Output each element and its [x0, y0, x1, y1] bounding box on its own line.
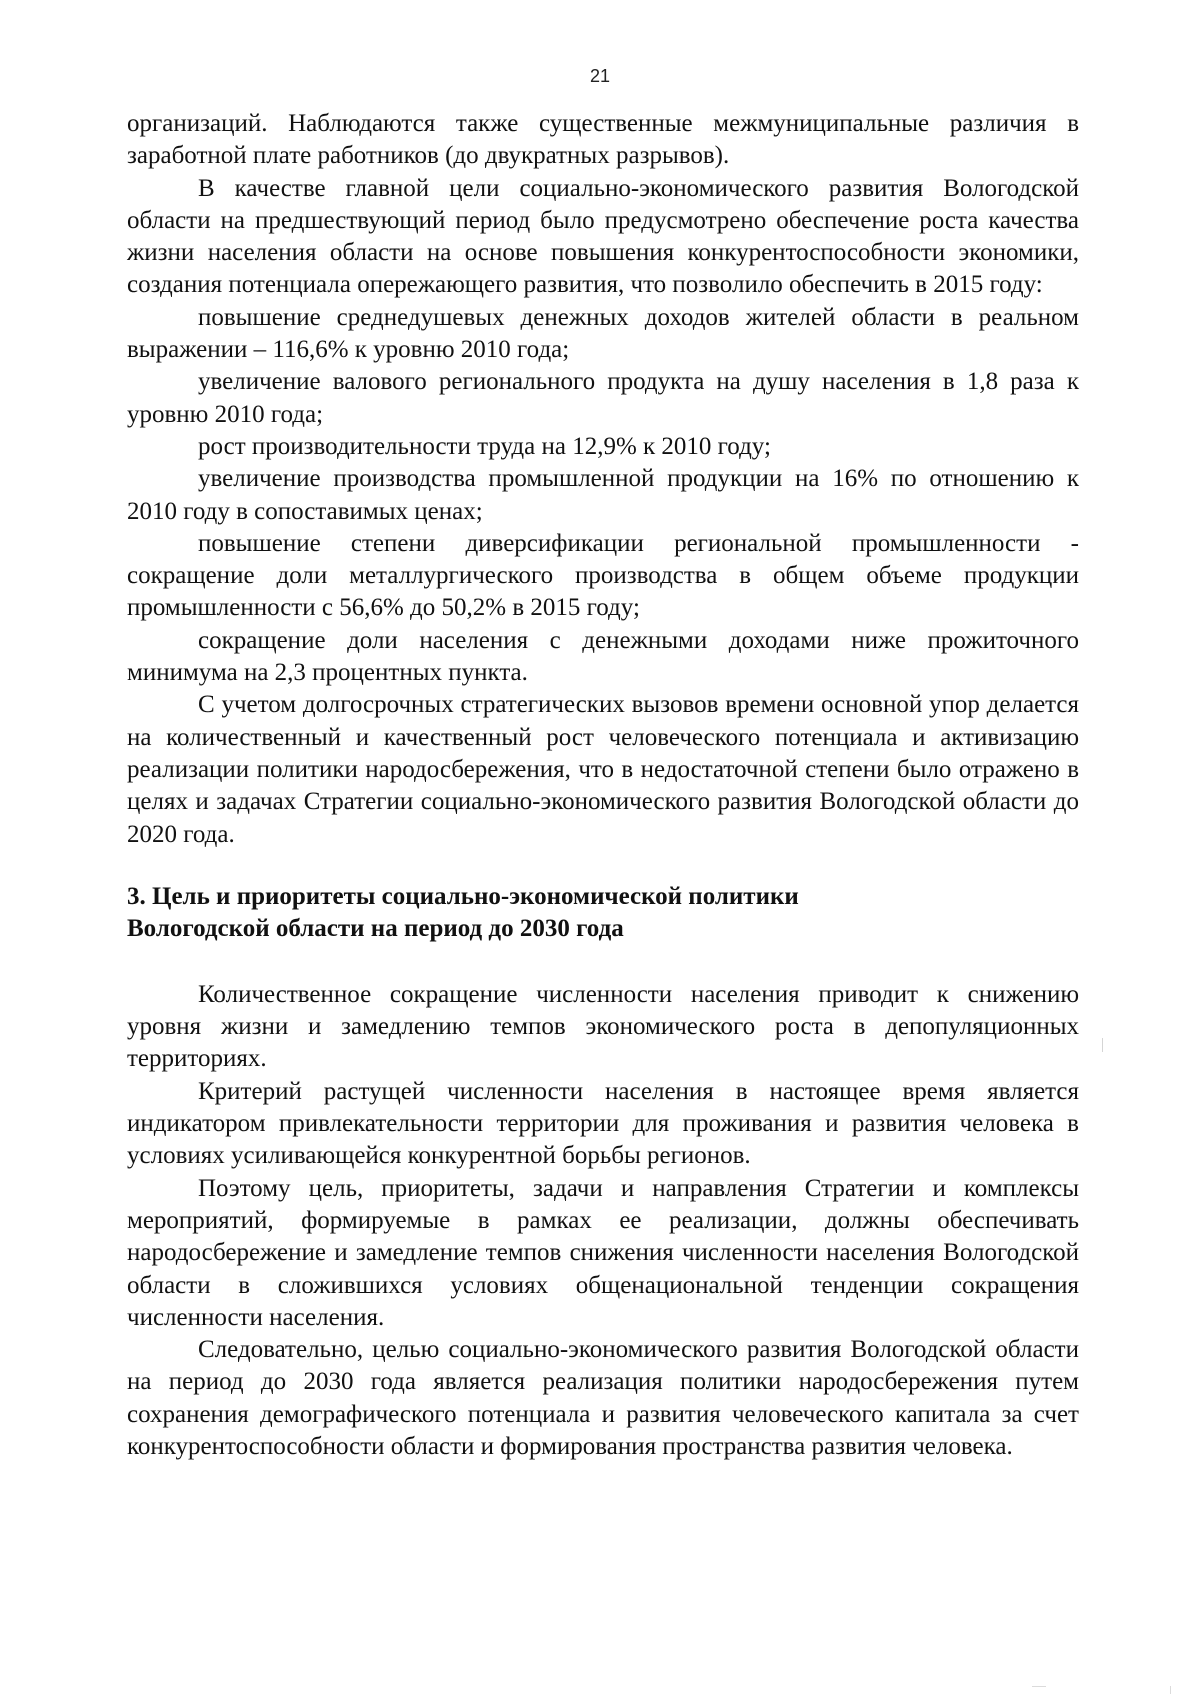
paragraph: рост производительности труда на 12,9% к 2010 году; [198, 432, 771, 460]
section-heading-line-1: 3. Цель и приоритеты социально-экономической политики [127, 882, 799, 910]
section-previous-period [127, 108, 1079, 851]
paragraph: С учетом долгосрочных стратегических вызовов времени основной упор делается на количественный и качественный рост человеческого потенциала и активизацию реализации политики народосбережения, что в недостаточной степени было отражено в целях и задачах Стратегии социально-экономического развития Вологодской области до 2020 года. [127, 691, 1079, 848]
paragraph: увеличение производства промышленной продукции на 16% по отношению к 2010 году в сопоставимых ценах; [127, 465, 1079, 525]
paragraph: сокращение доли населения с денежными доходами ниже прожиточного минимума на 2,3 процентных пункта. [127, 626, 1079, 687]
paragraph: В качестве главной цели социально-экономического развития Вологодской области на предшествующий период было предусмотрено обеспечение роста качества жизни населения области на основе повышения конкурентоспособности экономики, создания потенциала опережающего развития, что позволило обеспечить в 2015 году: [127, 174, 1079, 299]
paragraph: Следовательно, целью социально-экономического развития Вологодской области на период до 2030 года является реализация политики народосбережения путем сохранения демографического потенциала и развития человеческого капитала за счет конкурентоспособности области и формирования пространства развития человека. [127, 1336, 1079, 1460]
section-heading [127, 881, 1079, 945]
paragraph: организаций. Наблюдаются также существенные межмуниципальные различия в заработной плате работников (до двукратных разрывов). [127, 110, 1079, 170]
paragraph: повышение степени диверсификации региональной промышленности - сокращение доли металлургического производства в общем объеме продукции промышленности с 56,6% до 50,2% в 2015 году; [127, 529, 1079, 622]
section-goals-2030 [127, 979, 1079, 1463]
paragraph: повышение среднедушевых денежных доходов жителей области в реальном выражении – 116,6% к уровню 2010 года; [127, 303, 1079, 364]
paragraph: увеличение валового регионального продукта на душу населения в 1,8 раза к уровню 2010 года; [127, 368, 1079, 428]
scan-artifact [1102, 1038, 1103, 1052]
page-number: 21 [589, 66, 611, 86]
scan-artifact [1032, 1686, 1046, 1687]
page-content [127, 108, 1079, 1463]
paragraph: Количественное сокращение численности населения приводит к снижению уровня жизни и замедлению темпов экономического роста в депопуляционных территориях. [127, 980, 1079, 1073]
section-heading-line-2: Вологодской области на период до 2030 года [127, 914, 624, 942]
paragraph: Поэтому цель, приоритеты, задачи и направления Стратегии и комплексы мероприятий, формируемые в рамках ее реализации, должны обеспечивать народосбережение и замедление темпов снижения численности населения Вологодской области в сложившихся условиях общенациональной тенденции сокращения численности населения. [127, 1174, 1079, 1331]
scan-artifact [1170, 1686, 1171, 1694]
paragraph: Критерий растущей численности населения в настоящее время является индикатором привлекательности территории для проживания и развития человека в условиях усиливающейся конкурентной борьбы регионов. [127, 1077, 1079, 1170]
